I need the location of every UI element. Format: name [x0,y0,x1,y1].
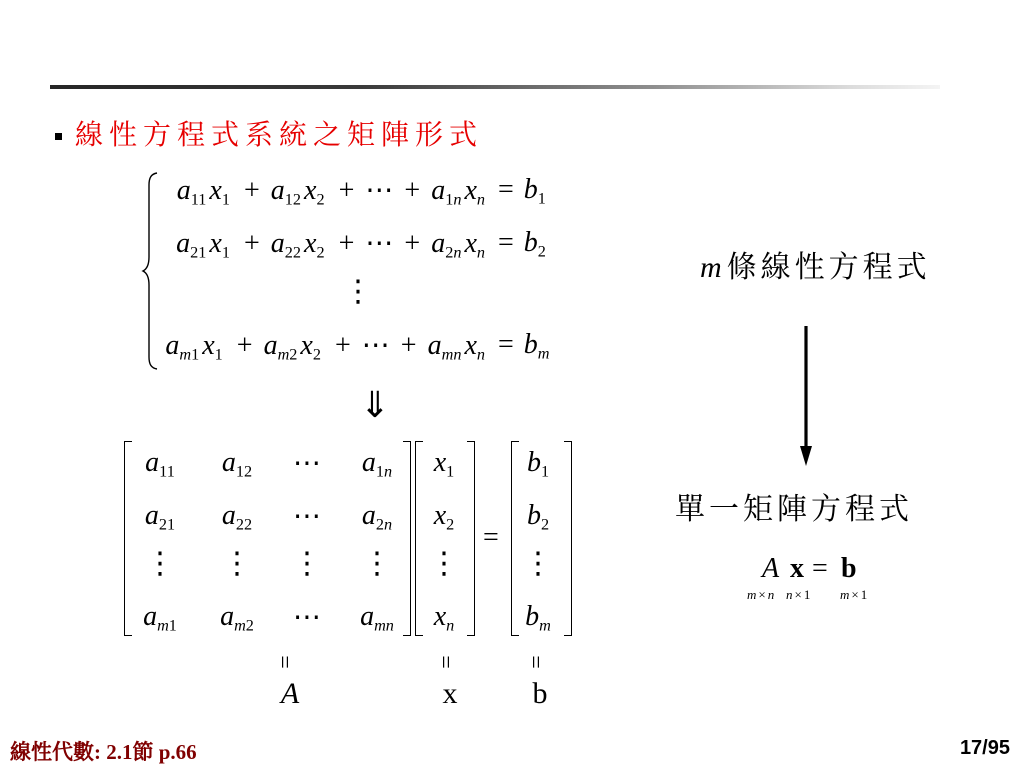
variable-base: a [143,601,158,632]
variable-base: b [525,601,540,632]
slide-heading: 線性方程式系統之矩陣形式 [75,118,484,151]
subscript [538,345,550,363]
subscript: 1 [221,190,230,209]
subscript: 1 [221,243,230,262]
variable-vector [415,441,475,636]
coefficient-matrix-entry [222,500,252,532]
horizontal-ellipsis: ⋯ [365,226,394,259]
equation-1-rhs [488,174,549,207]
coefficient-matrix-entry [362,447,392,479]
subscript [477,191,485,209]
coefficient-matrix-entry [143,601,177,633]
variable-base: x [202,330,215,361]
italic-letter: m [441,345,454,364]
math-variable [209,228,230,262]
subscript: m1 [157,616,177,635]
variable-vector-entry [429,548,459,580]
math-variable [523,174,546,208]
variable-vector-entry [434,601,455,633]
italic-letter: n [446,616,455,635]
subscript [477,346,485,364]
coefficient-matrix-entry [360,601,394,633]
italic-letter: n [384,462,393,481]
constant-vector-entry [523,548,553,580]
italic-letter: m [747,587,759,602]
math-variable [464,175,485,209]
subscript: 1 [540,462,550,481]
subscript: 2n [445,243,462,262]
variable-base: x [209,175,222,206]
vertical-ellipsis: ⋮ [523,546,553,581]
coefficient-matrix [124,441,411,636]
italic-letter: n [476,345,485,364]
math-variable [263,330,298,364]
math-variable [523,329,550,363]
subscript [539,617,551,635]
coefficient-matrix-entry [292,548,322,580]
matrix-equation-equals-sign: = [483,522,499,553]
compact-equals-sign: = [812,553,828,584]
subscript [446,617,454,635]
single-matrix-equation-note: 單一矩陣方程式 [675,492,913,527]
variable-base: a [361,447,376,478]
variable-base: a [270,228,285,259]
math-variable [361,447,393,481]
subscript: 1 [446,462,455,481]
subscript: m2 [234,616,254,635]
m-variable: m [700,251,722,284]
math-variable [526,447,550,481]
math-variable [304,228,325,262]
vertical-ellipsis: ⋮ [145,546,175,581]
variable-base: x [304,175,317,206]
italic-letter: n [786,587,795,602]
vertical-ellipsis: ⋮ [429,546,459,581]
left-brace-icon [141,171,159,371]
coefficient-matrix-entry [145,548,175,580]
subscript [442,346,462,364]
variable-base: a [431,175,446,206]
plus-sign: + [404,228,421,259]
variable-base: x [433,500,447,531]
subscript: 21 [158,515,176,534]
variable-base: a [176,228,191,259]
vector-b-vertical-equals-sign: = [522,655,548,669]
horizontal-ellipsis: ⋯ [293,499,321,532]
italic-letter: n [453,345,462,364]
coefficient-matrix-entry [145,500,175,532]
subscript [374,617,394,635]
coefficient-matrix-entry [293,601,321,633]
variable-base: a [221,447,236,478]
m-equations-text: 條線性方程式 [726,250,931,285]
vertical-ellipsis: ⋮ [222,546,252,581]
italic-letter: n [476,243,485,262]
constant-vector [511,441,572,636]
math-variable [361,500,393,534]
plus-sign: + [400,330,417,361]
italic-letter: m [157,616,169,635]
vertical-ellipsis: ⋮ [362,546,392,581]
variable-base: b [523,174,538,205]
variable-base: b [523,329,538,360]
variable-base: b [526,500,541,531]
variable-base: a [165,330,180,361]
equation-2-constant [523,227,549,261]
subscript: 12 [235,462,253,481]
italic-letter: n [384,515,393,534]
italic-letter: m [277,345,290,364]
math-variable [464,228,485,262]
math-variable [433,447,455,481]
subscript: 1 [537,189,546,208]
italic-letter: n [476,190,485,209]
square-bullet-icon [55,133,62,140]
compact-vector-b: b [841,553,857,584]
italic-letter: n [385,616,394,635]
variable-base: b [523,227,538,258]
plus-sign: + [243,228,260,259]
subscript: 1 [214,345,223,364]
math-variable [176,228,207,262]
math-variable [220,601,254,635]
math-variable [221,447,253,481]
math-variable [431,175,462,209]
subscript: 12 [284,190,302,209]
subscript: m2 [277,345,298,364]
variable-base: a [361,500,376,531]
footer-source: 線性代數: 2.1節 p.66 [10,740,197,764]
compact-matrix-a: A [762,553,780,584]
equation-m-constant [523,329,553,363]
italic-letter: n [453,190,462,209]
math-variable [431,228,462,262]
plus-sign: + [236,330,253,361]
vector-x-label: x [442,677,458,710]
title-rule [50,85,940,89]
italic-letter: n [767,587,777,602]
variable-base: a [220,601,235,632]
equation-2-rhs [488,227,549,260]
equation-1-lhs [177,174,488,208]
variable-base: a [263,330,278,361]
vertical-ellipsis: ⋮ [343,274,373,309]
subscript: 11 [159,462,175,481]
variable-base: a [427,330,442,361]
italic-letter: m [539,616,551,635]
equation-1-constant [523,174,549,208]
m-equations-note [700,251,931,285]
matrix-a-size: m×n [747,587,777,602]
subscript [477,244,485,262]
horizontal-ellipsis: ⋯ [361,328,390,361]
subscript: 22 [235,515,253,534]
italic-letter: m [234,616,246,635]
math-variable [202,330,223,364]
vector-x-size: n×1 [786,587,813,602]
vector-b-size: m×1 [840,587,870,602]
math-variable [221,500,253,534]
variable-base: a [144,500,159,531]
page-number: 17/95 [959,737,1010,759]
math-variable [433,500,455,534]
implies-down-arrow-icon: ⇓ [359,385,391,426]
subscript: 1n [375,462,393,481]
math-variable [209,175,230,209]
subscript: m1 [179,345,200,364]
variable-base: a [431,228,446,259]
vector-b-label: b [532,677,548,710]
math-variable [360,601,394,635]
variable-vector-entry [434,447,455,479]
math-variable [270,175,302,209]
math-variable [464,330,485,364]
matrix-a-label: A [280,677,300,710]
horizontal-ellipsis: ⋯ [293,446,321,479]
italic-letter: m [537,344,550,363]
variable-base: x [464,228,477,259]
variable-base: x [464,330,477,361]
variable-base: a [360,601,375,632]
variable-base: a [145,447,160,478]
vector-x-vertical-equals-sign: = [432,655,458,669]
constant-vector-entry [527,447,549,479]
subscript: 2 [316,190,325,209]
subscript: 11 [190,190,207,209]
math-variable [525,601,551,635]
variable-base: a [176,175,191,206]
math-variable [300,330,321,364]
variable-base: a [270,175,285,206]
equation-m-rhs [488,329,553,362]
math-variable [270,228,302,262]
coefficient-matrix-entry [220,601,254,633]
coefficient-matrix-entry [145,447,175,479]
subscript: 2 [316,243,325,262]
compact-vector-x: x [790,553,804,584]
variable-base: x [433,601,447,632]
variable-base: x [300,330,313,361]
horizontal-ellipsis: ⋯ [365,173,394,206]
subscript: 22 [284,243,302,262]
math-variable [143,601,177,635]
coefficient-matrix-entry [293,447,321,479]
coefficient-matrix-entry [293,500,321,532]
subscript: 2 [537,242,546,261]
math-variable [523,227,546,261]
math-variable [304,175,325,209]
italic-letter: n [453,243,462,262]
matrix-a-vertical-equals-sign: = [271,655,297,669]
variable-base: x [304,228,317,259]
coefficient-matrix-entry [222,548,252,580]
math-variable [165,330,200,364]
math-variable [526,500,550,534]
math-variable [176,175,207,209]
vertical-ellipsis: ⋮ [292,546,322,581]
italic-letter: m [374,616,386,635]
plus-sign: + [338,175,355,206]
constant-vector-entry [527,500,549,532]
subscript: 1n [445,190,462,209]
coefficient-matrix-entry [222,447,252,479]
variable-vector-entry [434,500,455,532]
equation-2-lhs [176,227,488,261]
variable-base: x [464,175,477,206]
italic-letter: m [179,345,192,364]
subscript: 2n [375,515,393,534]
subscript: 2 [446,515,455,534]
coefficient-matrix-entry [362,500,392,532]
subscript: 21 [190,243,207,262]
plus-sign: + [338,228,355,259]
subscript: 2 [312,345,321,364]
plus-sign: + [243,175,260,206]
constant-vector-entry [525,601,551,633]
equals-sign: = [498,227,514,258]
variable-base: x [433,447,447,478]
down-arrow-icon [797,326,815,468]
math-variable [144,500,176,534]
equation-m-lhs [165,329,488,363]
plus-sign: + [334,330,351,361]
equals-sign: = [498,329,514,360]
variable-base: b [526,447,541,478]
math-variable [427,330,462,364]
variable-base: a [221,500,236,531]
math-variable [145,447,175,481]
equals-sign: = [498,174,514,205]
variable-base: x [209,228,222,259]
subscript: 2 [540,515,550,534]
horizontal-ellipsis: ⋯ [293,600,321,633]
math-variable [433,601,455,635]
italic-letter: m [840,587,852,602]
plus-sign: + [404,175,421,206]
coefficient-matrix-entry [362,548,392,580]
